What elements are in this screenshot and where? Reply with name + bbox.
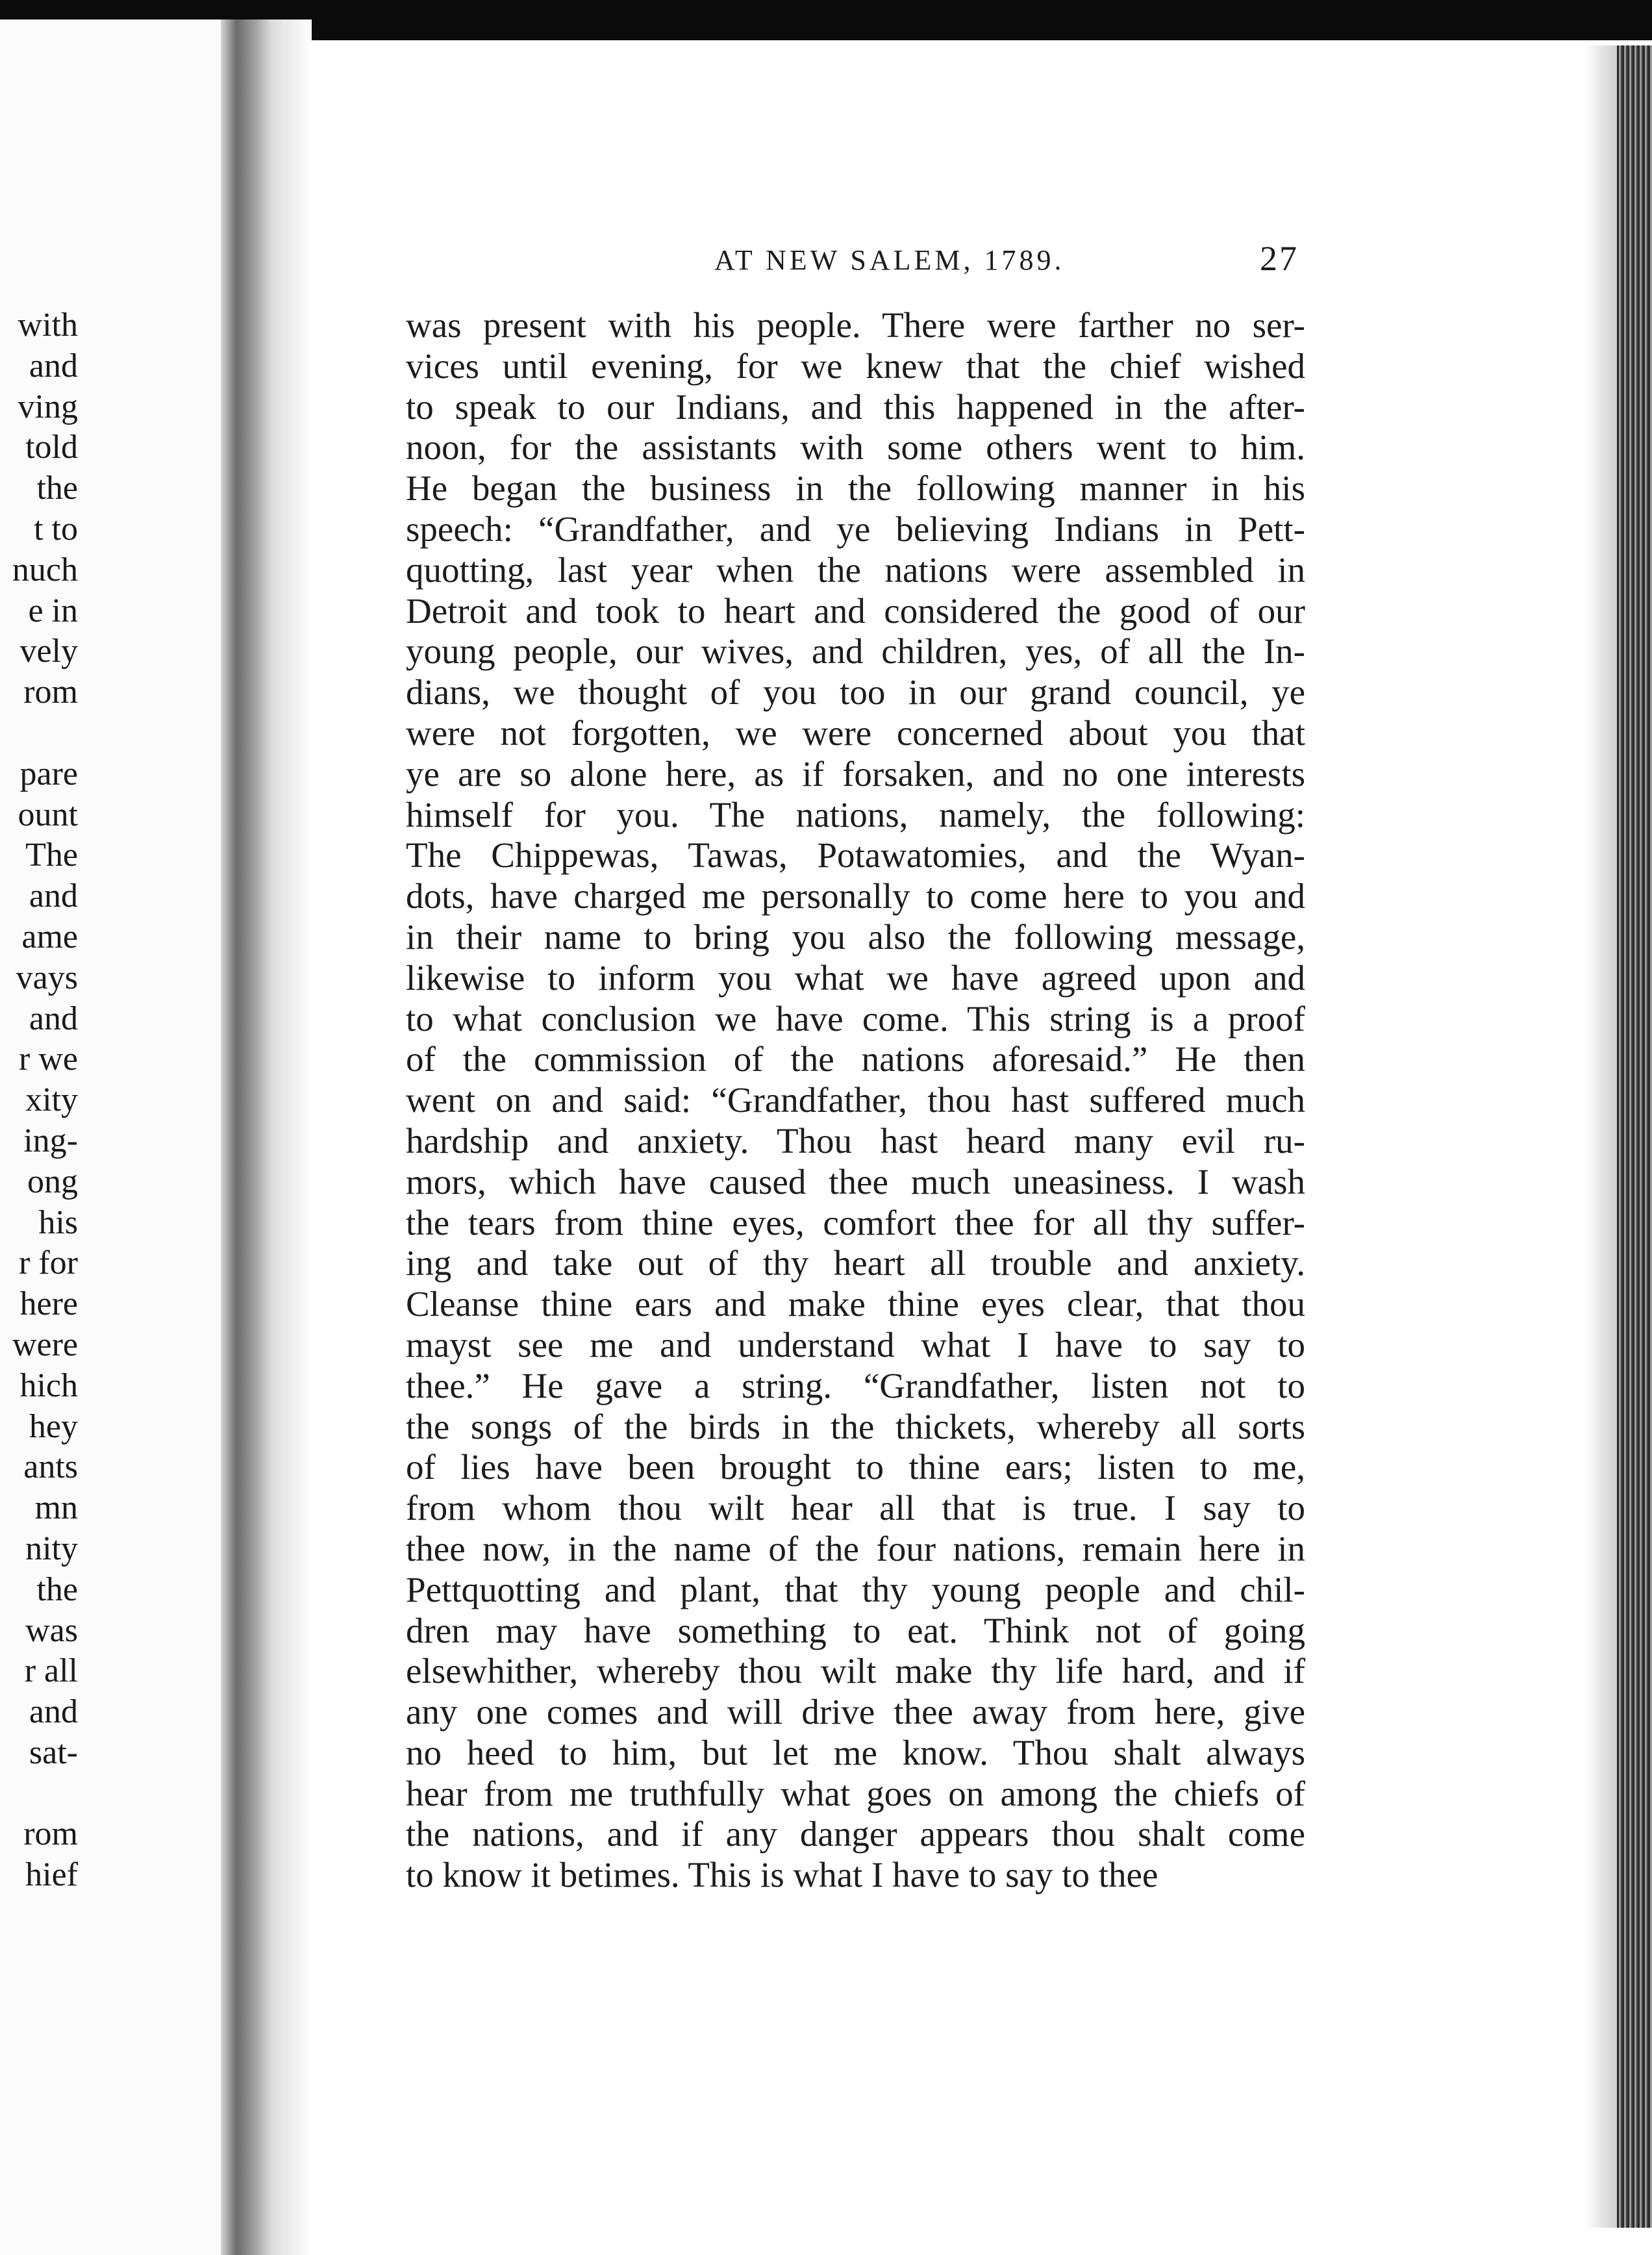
- text-line: any one comes and will drive thee away from here, give: [406, 1692, 1305, 1732]
- facing-text-fragment: r all: [24, 1652, 78, 1690]
- text-line: himself for you. The nations, namely, the following:: [406, 794, 1305, 835]
- text-line: hear from me truthfully what goes on among the chiefs of: [406, 1773, 1305, 1813]
- facing-text-fragment: hich: [19, 1367, 78, 1404]
- text-line: of the commission of the nations aforesaid.” He then: [406, 1039, 1305, 1079]
- facing-text-fragment: mn: [34, 1489, 78, 1527]
- facing-text-fragment: r for: [19, 1244, 78, 1282]
- book-gutter-shadow: [221, 19, 292, 2255]
- text-line: went on and said: “Grandfather, thou hast suffered much: [406, 1080, 1305, 1120]
- page-edge-shadow: [1584, 45, 1617, 2228]
- text-line: the songs of the birds in the thickets, whereby all sorts: [406, 1406, 1305, 1446]
- facing-text-fragment: and: [29, 877, 78, 915]
- facing-text-fragment: rom: [23, 674, 78, 711]
- text-line: ye are so alone here, as if forsaken, and no one interests: [406, 753, 1305, 794]
- text-line: He began the business in the following manner in his: [406, 468, 1305, 509]
- text-line: no heed to him, but let me know. Thou shalt always: [406, 1732, 1305, 1772]
- text-line: to what conclusion we have come. This string is a proof: [406, 998, 1305, 1039]
- text-line: Pettquotting and plant, that thy young people and chil-: [406, 1569, 1305, 1609]
- page-header: [390, 239, 1299, 283]
- text-line: thee.” He gave a string. “Grandfather, listen not to: [406, 1365, 1305, 1405]
- text-line: in their name to bring you also the following message,: [406, 916, 1305, 957]
- facing-text-fragment: were: [12, 1326, 78, 1363]
- facing-text-fragment: sat-: [29, 1733, 78, 1771]
- facing-text-fragment: nity: [25, 1530, 78, 1567]
- facing-text-fragment: ving: [18, 388, 78, 425]
- text-line: dians, we thought of you too in our grand council, ye: [406, 672, 1305, 712]
- facing-text-fragment: vely: [19, 633, 78, 670]
- text-line: to speak to our Indians, and this happened in the after-: [406, 386, 1305, 427]
- facing-text-fragment: The: [25, 837, 78, 874]
- facing-text-fragment: vays: [16, 959, 78, 996]
- facing-text-fragment: nuch: [12, 551, 78, 588]
- facing-text-fragment: and: [29, 1693, 78, 1731]
- facing-text-fragment: and: [29, 347, 78, 384]
- text-line: speech: “Grandfather, and ye believing Indians in Pett-: [406, 509, 1305, 549]
- facing-text-fragment: was: [25, 1611, 78, 1649]
- facing-text-fragment: ing-: [23, 1122, 78, 1159]
- text-line: The Chippewas, Tawas, Potawatomies, and the Wyan-: [406, 835, 1305, 876]
- facing-text-fragment: with: [18, 307, 78, 344]
- facing-text-fragment: e in: [28, 592, 78, 629]
- facing-text-fragment: the: [36, 1570, 78, 1608]
- facing-text-fragment: here: [19, 1285, 78, 1323]
- facing-text-fragment: his: [38, 1203, 78, 1241]
- facing-text-fragment: [0, 1774, 78, 1815]
- text-line: the tears from thine eyes, comfort thee for all thy suffer-: [406, 1202, 1305, 1242]
- text-line: likewise to inform you what we have agreed upon and: [406, 957, 1305, 998]
- text-line: quotting, last year when the nations were assembled in: [406, 549, 1305, 590]
- facing-text-fragment: xity: [25, 1081, 78, 1119]
- stacked-page-edges: [1617, 45, 1652, 2228]
- facing-text-fragment: ants: [23, 1448, 78, 1486]
- text-line: to know it betimes. This is what I have to say to thee: [406, 1855, 1158, 1895]
- facing-text-fragment: and: [29, 1000, 78, 1037]
- text-line: the nations, and if any danger appears thou shalt come: [406, 1814, 1305, 1854]
- facing-text-fragment: hey: [29, 1407, 78, 1445]
- running-head: AT NEW SALEM, 1789.: [714, 244, 1065, 276]
- facing-text-fragment: ong: [27, 1163, 78, 1200]
- facing-text-fragment: pare: [19, 755, 78, 792]
- text-line: Cleanse thine ears and make thine eyes clear, that thou: [406, 1284, 1305, 1324]
- text-line: Detroit and took to heart and considered the good of our: [406, 590, 1305, 631]
- text-line: ing and take out of thy heart all trouble and anxiety.: [406, 1243, 1305, 1283]
- text-line: dots, have charged me personally to come here to you and: [406, 876, 1305, 916]
- page-number: 27: [1260, 239, 1299, 278]
- facing-text-fragment: the: [36, 470, 78, 507]
- facing-text-fragment: t to: [34, 510, 78, 548]
- facing-text-fragment: [0, 713, 78, 754]
- text-line: were not forgotten, we were concerned about you that: [406, 712, 1305, 753]
- text-line: was present with his people. There were farther no ser-: [406, 305, 1305, 345]
- text-line: of lies have been brought to thine ears; listen to me,: [406, 1447, 1305, 1487]
- text-line: mayst see me and understand what I have to say to: [406, 1324, 1305, 1365]
- text-line: mors, which have caused thee much uneasiness. I wash: [406, 1161, 1305, 1202]
- facing-page-text: [0, 305, 78, 1896]
- facing-page-fragment: [0, 19, 234, 2255]
- text-line: thee now, in the name of the four nations, remain here in: [406, 1528, 1305, 1568]
- facing-text-fragment: ount: [18, 796, 78, 833]
- text-line: from whom thou wilt hear all that is true. I say to: [406, 1488, 1305, 1528]
- text-line: dren may have something to eat. Think not of going: [406, 1610, 1305, 1650]
- facing-text-fragment: ame: [21, 918, 78, 955]
- facing-text-fragment: hief: [25, 1856, 78, 1894]
- text-line: young people, our wives, and children, yes, of all the In-: [406, 631, 1305, 672]
- gutter-highlight: [286, 19, 312, 2255]
- facing-text-fragment: told: [25, 429, 78, 466]
- facing-text-fragment: r we: [19, 1040, 78, 1078]
- body-text: [406, 305, 1305, 1896]
- text-line: vices until evening, for we knew that the chief wished: [406, 346, 1305, 386]
- text-line: noon, for the assistants with some others went to him.: [406, 427, 1305, 468]
- facing-text-fragment: rom: [23, 1815, 78, 1853]
- text-line: elsewhither, whereby thou wilt make thy life hard, and if: [406, 1651, 1305, 1691]
- text-line: hardship and anxiety. Thou hast heard many evil ru-: [406, 1120, 1305, 1161]
